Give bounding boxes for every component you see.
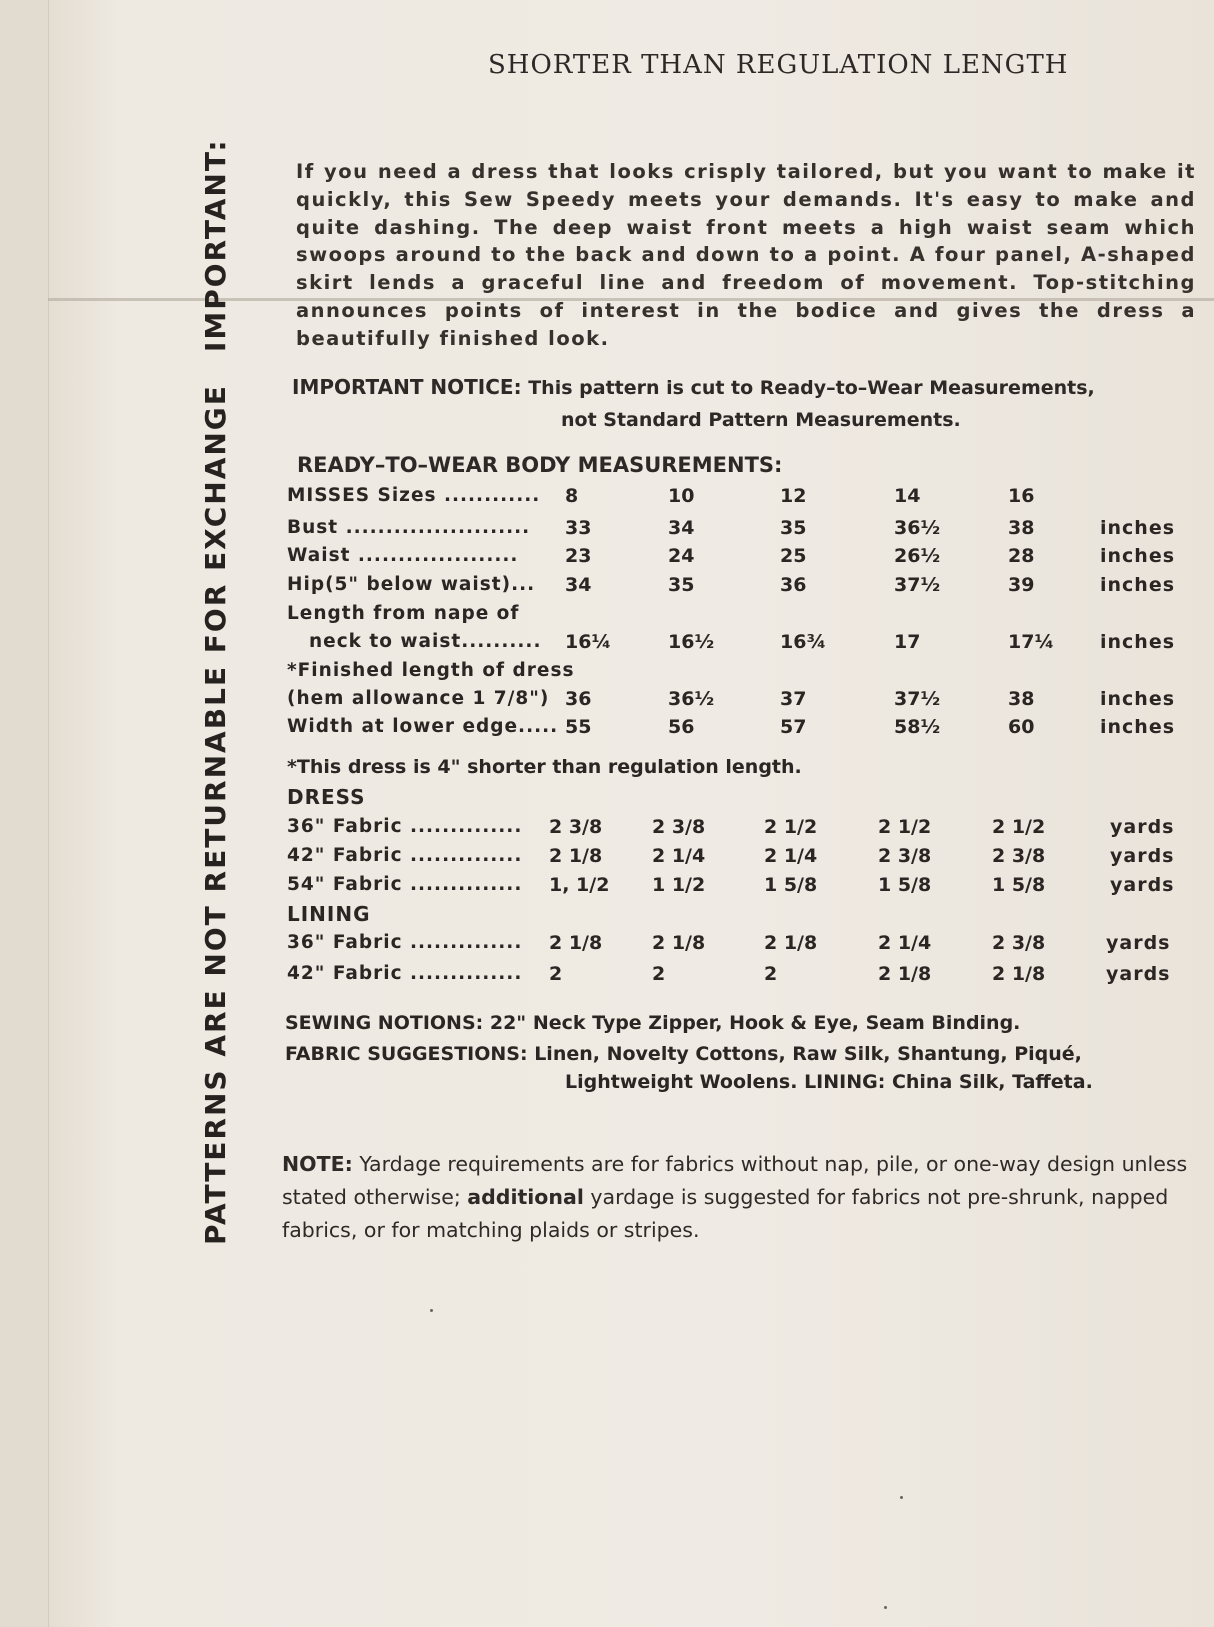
left-paper-edge (0, 0, 49, 1627)
measure-value: 37½ (894, 688, 941, 710)
yardage-value: 2 1/8 (549, 932, 603, 954)
measure-value: 36½ (894, 517, 941, 539)
measure-value: 35 (668, 574, 695, 596)
size-value: 12 (780, 485, 807, 507)
measure-label: Waist .................... (287, 545, 519, 566)
footnote: *This dress is 4" shorter than regulation length. (287, 756, 802, 778)
unit-label: inches (1100, 545, 1176, 567)
fabric-suggestions-line2 (565, 1071, 1093, 1093)
unit-label: yards (1106, 963, 1171, 985)
lining-heading: LINING (287, 902, 371, 926)
yardage-value: 2 1/4 (764, 845, 818, 867)
measure-value: 25 (780, 545, 807, 567)
size-value: 14 (894, 485, 921, 507)
unit-label: inches (1100, 574, 1176, 596)
yardage-value: 2 1/8 (764, 932, 818, 954)
yardage-note (282, 1148, 1194, 1247)
unit-label: inches (1100, 688, 1176, 710)
sizes-label: MISSES Sizes ............ (287, 485, 541, 506)
measure-value: 56 (668, 716, 695, 738)
yardage-label: 42" Fabric .............. (287, 963, 523, 984)
measurements-heading: READY–TO–WEAR BODY MEASUREMENTS: (297, 453, 783, 477)
notions-label: SEWING NOTIONS: (285, 1012, 484, 1034)
measure-label: neck to waist.......... (309, 631, 542, 652)
yardage-value: 1 5/8 (764, 874, 818, 896)
measure-value: 33 (565, 517, 592, 539)
side-warning (199, 138, 232, 1245)
measure-value: 16¾ (780, 631, 827, 653)
yardage-value: 2 (652, 963, 666, 985)
yardage-value: 2 1/2 (878, 816, 932, 838)
measure-value: 38 (1008, 688, 1035, 710)
note-bold-word: additional (467, 1185, 584, 1209)
measure-value: 34 (565, 574, 592, 596)
unit-label: yards (1106, 932, 1171, 954)
intro-paragraph: If you need a dress that looks crisply tailored, but you want to make it quickly, this Sew Speedy meets your demands. It's easy to make and quite dashing. The deep waist front meets a high waist seam which swoops around to the back and down to a point. A four panel, A-shaped skirt lends a graceful line and freedom of movement. Top-stitching announces points of interest in the bodice and gives the dress a beautifully finished look. (296, 160, 1196, 350)
unit-label: inches (1100, 631, 1176, 653)
notice-line2: not Standard Pattern Measurements. (561, 409, 961, 431)
measure-value: 60 (1008, 716, 1035, 738)
measure-value: 36½ (668, 688, 715, 710)
sewing-notions (285, 1012, 1020, 1034)
yardage-value: 2 (549, 963, 563, 985)
measure-value: 57 (780, 716, 807, 738)
page-title: SHORTER THAN REGULATION LENGTH (488, 50, 1069, 80)
measure-value: 34 (668, 517, 695, 539)
unit-label: inches (1100, 517, 1176, 539)
note-text-a: Yardage requirements are for fabrics without nap, pile, or one-way design unless stated otherwise; (282, 1152, 1188, 1209)
fabric-label: FABRIC SUGGESTIONS: (285, 1043, 528, 1065)
measure-value: 16¼ (565, 631, 612, 653)
fabric-text: Linen, Novelty Cottons, Raw Silk, Shantung, Piqué, (534, 1043, 1082, 1065)
yardage-value: 1 5/8 (878, 874, 932, 896)
unit-label: yards (1110, 845, 1175, 867)
yardage-value: 2 1/2 (764, 816, 818, 838)
measure-label: (hem allowance 1 7/8") (287, 688, 550, 709)
measure-value: 36 (565, 688, 592, 710)
notions-text: 22" Neck Type Zipper, Hook & Eye, Seam Binding. (489, 1012, 1021, 1034)
yardage-label: 36" Fabric .............. (287, 932, 523, 953)
yardage-value: 2 1/8 (992, 963, 1046, 985)
unit-label: yards (1110, 816, 1175, 838)
yardage-value: 2 3/8 (652, 816, 706, 838)
yardage-value: 1 5/8 (992, 874, 1046, 896)
measure-value: 37½ (894, 574, 941, 596)
size-value: 8 (565, 485, 579, 507)
yardage-value: 2 3/8 (549, 816, 603, 838)
side-warning-text: PATTERNS ARE NOT RETURNABLE FOR EXCHANGE (199, 384, 232, 1245)
unit-label: yards (1110, 874, 1175, 896)
measure-value: 35 (780, 517, 807, 539)
yardage-label: 54" Fabric .............. (287, 874, 523, 895)
yardage-label: 36" Fabric .............. (287, 816, 523, 837)
unit-label: inches (1100, 716, 1176, 738)
measure-value: 23 (565, 545, 592, 567)
dress-heading: DRESS (287, 785, 366, 809)
measure-value: 36 (780, 574, 807, 596)
fabric-text2: Lightweight Woolens. (565, 1071, 798, 1093)
measure-value: 55 (565, 716, 592, 738)
size-value: 16 (1008, 485, 1035, 507)
paper-speck (884, 1606, 887, 1609)
measure-value: 28 (1008, 545, 1035, 567)
yardage-value: 2 1/8 (549, 845, 603, 867)
measure-label: Hip(5" below waist)... (287, 574, 536, 595)
yardage-value: 2 (764, 963, 778, 985)
lining-fabric-text: China Silk, Taffeta. (891, 1071, 1093, 1093)
measure-value: 26½ (894, 545, 941, 567)
yardage-value: 2 1/2 (992, 816, 1046, 838)
measure-value: 16½ (668, 631, 715, 653)
measure-value: 58½ (894, 716, 941, 738)
paper-speck (900, 1496, 903, 1499)
yardage-value: 2 1/4 (652, 845, 706, 867)
measure-value: 38 (1008, 517, 1035, 539)
measure-value: 37 (780, 688, 807, 710)
yardage-value: 2 3/8 (992, 932, 1046, 954)
note-text-b: yardage is suggested for fabrics not pre-shrunk, napped fabrics, or for matching plaids or stripes. (282, 1185, 1169, 1242)
side-important-text: IMPORTANT: (199, 138, 232, 353)
measure-label: Bust ....................... (287, 517, 531, 538)
paper-speck (430, 1309, 433, 1312)
yardage-value: 1 1/2 (652, 874, 706, 896)
yardage-value: 2 3/8 (992, 845, 1046, 867)
measure-value: 17 (894, 631, 921, 653)
yardage-value: 1, 1/2 (549, 874, 610, 896)
notice-heading: IMPORTANT NOTICE: (292, 375, 522, 399)
yardage-value: 2 1/4 (878, 932, 932, 954)
yardage-value: 2 1/8 (652, 932, 706, 954)
measure-label: Length from nape of (287, 603, 520, 624)
measure-label: *Finished length of dress (287, 660, 575, 681)
measure-value: 17¼ (1008, 631, 1055, 653)
size-value: 10 (668, 485, 695, 507)
important-notice (292, 375, 1192, 399)
yardage-value: 2 3/8 (878, 845, 932, 867)
fabric-suggestions (285, 1043, 1082, 1065)
measure-value: 24 (668, 545, 695, 567)
measure-value: 39 (1008, 574, 1035, 596)
yardage-label: 42" Fabric .............. (287, 845, 523, 866)
measure-label: Width at lower edge..... (287, 716, 559, 737)
notice-line1: This pattern is cut to Ready–to–Wear Measurements, (528, 377, 1095, 399)
lining-fabric-label: LINING: (804, 1071, 886, 1093)
note-label: NOTE: (282, 1152, 353, 1176)
yardage-value: 2 1/8 (878, 963, 932, 985)
